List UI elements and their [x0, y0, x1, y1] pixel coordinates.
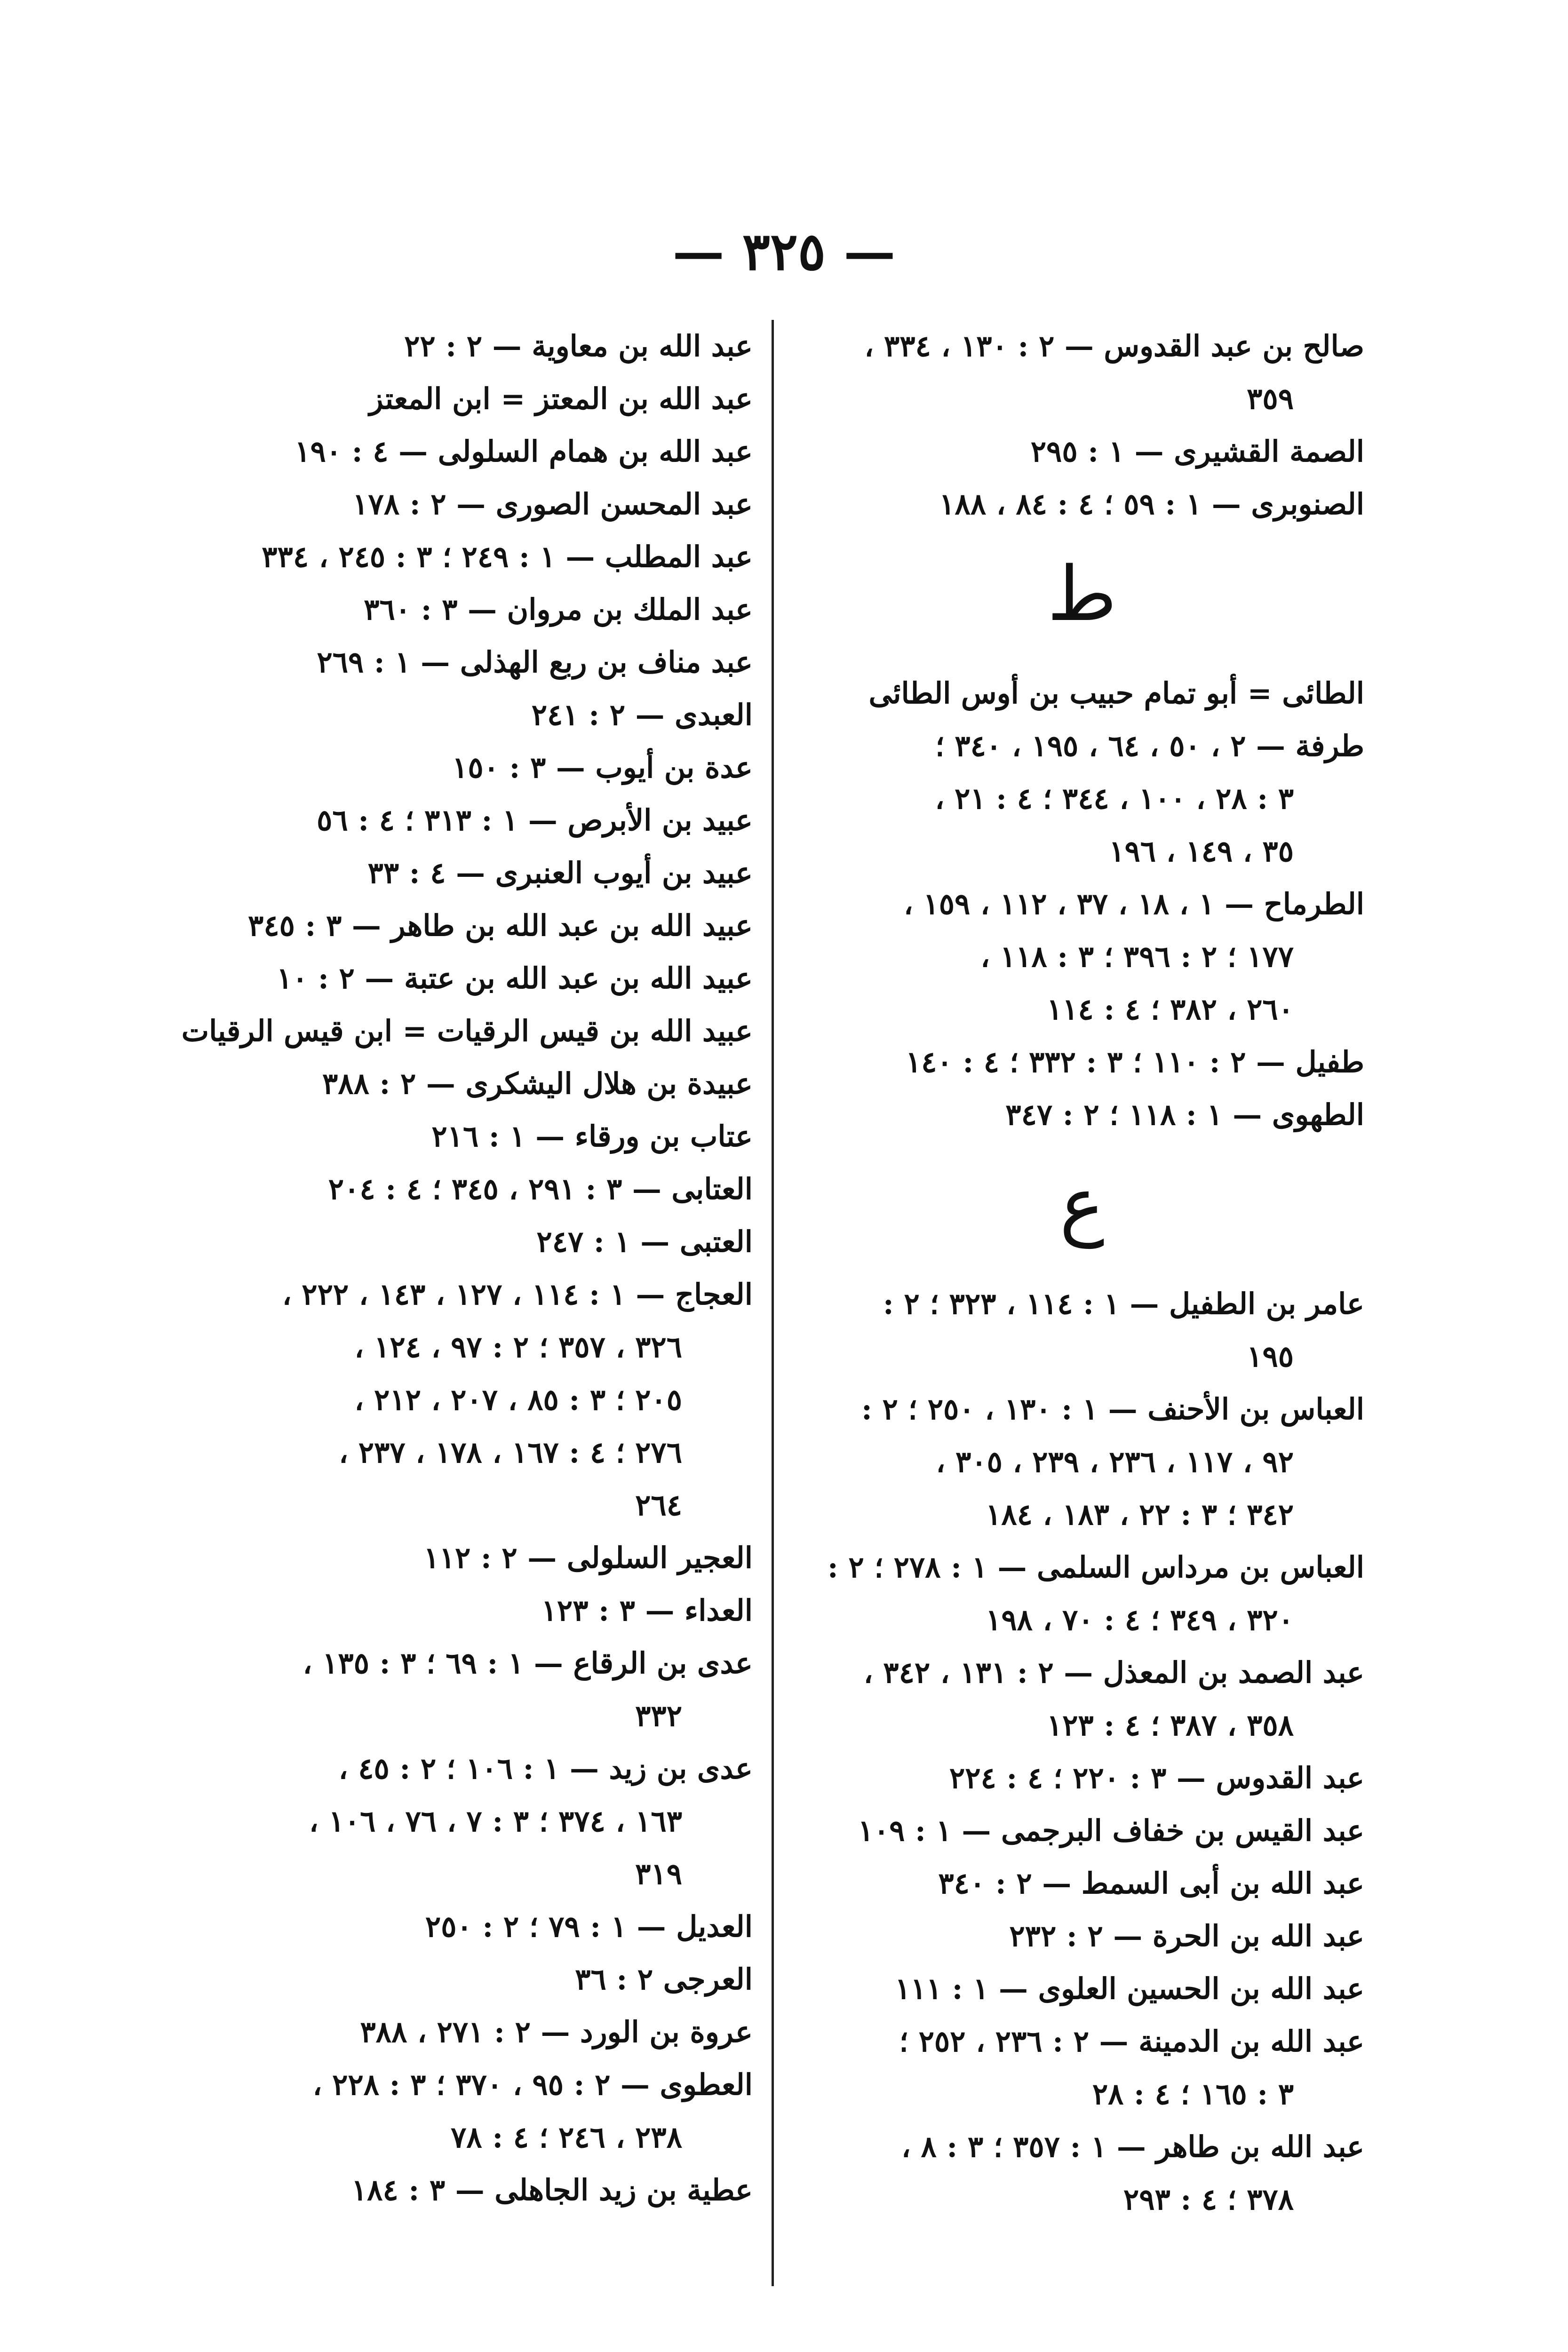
index-entry: عبد الله بن المعتز = ابن المعتز: [369, 381, 753, 416]
index-entry-continuation: ٢٣٨ ، ٢٤٦ ؛ ٤ : ٧٨: [451, 2120, 682, 2154]
index-entry-continuation: ٣٥ ، ١٤٩ ، ١٩٦: [1109, 834, 1294, 868]
index-entry-continuation: ٩٢ ، ١١٧ ، ٢٣٦ ، ٢٣٩ ، ٣٠٥ ،: [936, 1445, 1294, 1479]
index-entry: الصمة القشيرى — ١ : ٢٩٥: [1030, 434, 1364, 469]
index-entry-continuation: ٣ : ١٦٥ ؛ ٤ : ٢٨: [1092, 2077, 1294, 2111]
index-entry: عطية بن زيد الجاهلى — ٣ : ١٨٤: [351, 2173, 753, 2207]
index-entry: عبد الملك بن مروان — ٣ : ٣٦٠: [364, 592, 753, 627]
index-entry: طفيل — ٢ : ١١٠ ؛ ٣ : ٣٣٢ ؛ ٤ : ١٤٠: [905, 1045, 1364, 1079]
index-entry: عروة بن الورد — ٢ : ٢٧١ ، ٣٨٨: [360, 2015, 753, 2049]
index-entry-continuation: ٣١٩: [635, 1857, 682, 1891]
index-entry: عبد الله بن همام السلولى — ٤ : ١٩٠: [294, 434, 753, 469]
index-entry-continuation: ١٩٥: [1247, 1339, 1294, 1374]
index-entry: العداء — ٣ : ١٢٣: [541, 1593, 753, 1628]
index-entry-continuation: ٣٧٨ ؛ ٤ : ٢٩٣: [1123, 2182, 1294, 2217]
index-entry: الطهوى — ١ : ١١٨ ؛ ٢ : ٣٤٧: [1005, 1097, 1364, 1132]
index-entry: العتبى — ١ : ٢٤٧: [536, 1224, 753, 1259]
index-entry: عبد الله بن أبى السمط — ٢ : ٣٤٠: [938, 1866, 1364, 1900]
page-number: — ٣٢٥ —: [672, 221, 896, 282]
index-entry-continuation: ٣٤٢ ؛ ٣ : ٢٢ ، ١٨٣ ، ١٨٤: [986, 1497, 1294, 1532]
section-letter-ta: ط: [1047, 550, 1117, 638]
index-entry: عبد الصمد بن المعذل — ٢ : ١٣١ ، ٣٤٢ ،: [863, 1655, 1364, 1690]
index-entry: الصنوبرى — ١ : ٥٩ ؛ ٤ : ٨٤ ، ١٨٨: [939, 487, 1364, 521]
index-entry: عامر بن الطفيل — ١ : ١١٤ ، ٣٢٣ ؛ ٢ :: [883, 1287, 1364, 1321]
index-entry: عبيد الله بن عبد الله بن طاهر — ٣ : ٣٤٥: [248, 908, 753, 943]
index-entry-continuation: ٣٣٢: [635, 1699, 682, 1733]
index-entry-continuation: ٢٦٠ ، ٣٨٢ ؛ ٤ : ١١٤: [1046, 992, 1294, 1026]
index-entry: عبد مناف بن ربع الهذلى — ١ : ٢٦٩: [317, 645, 753, 679]
index-entry: عدة بن أيوب — ٣ : ١٥٠: [452, 750, 753, 785]
index-entry: العجير السلولى — ٢ : ١١٢: [423, 1541, 753, 1575]
index-entry: عبيدة بن هلال اليشكرى — ٢ : ٣٨٨: [322, 1066, 753, 1101]
column-divider: [772, 320, 774, 2286]
index-entry: طرفة — ٢ ، ٥٠ ، ٦٤ ، ١٩٥ ، ٣٤٠ ؛: [935, 729, 1364, 763]
index-entry: العديل — ١ : ٧٩ ؛ ٢ : ٢٥٠: [425, 1909, 753, 1944]
index-entry: العباس بن مرداس السلمى — ١ : ٢٧٨ ؛ ٢ :: [827, 1550, 1364, 1584]
index-entry: عدى بن الرقاع — ١ : ٦٩ ؛ ٣ : ١٣٥ ،: [302, 1646, 753, 1680]
index-entry-continuation: ٢٠٥ ؛ ٣ : ٨٥ ، ٢٠٧ ، ٢١٢ ،: [354, 1383, 682, 1417]
index-entry: عبد الله بن الحرة — ٢ : ٢٣٢: [1009, 1919, 1364, 1953]
index-entry: الطائى = أبو تمام حبيب بن أوس الطائى: [868, 676, 1364, 710]
index-entry: عدى بن زيد — ١ : ١٠٦ ؛ ٢ : ٤٥ ،: [338, 1751, 753, 1786]
index-entry: العبدى — ٢ : ٢٤١: [531, 698, 753, 732]
index-entry: عبد الله بن طاهر — ١ : ٣٥٧ ؛ ٣ : ٨ ،: [901, 2130, 1364, 2164]
index-entry: عبيد بن الأبرص — ١ : ٣١٣ ؛ ٤ : ٥٦: [317, 803, 753, 837]
index-entry: العطوى — ٢ : ٩٥ ، ٣٧٠ ؛ ٣ : ٢٢٨ ،: [312, 2067, 753, 2102]
section-letter-ain: ع: [1059, 1160, 1105, 1248]
index-entry: عبد الله بن معاوية — ٢ : ٢٢: [404, 329, 753, 363]
index-entry: العباس بن الأحنف — ١ : ١٣٠ ، ٢٥٠ ؛ ٢ :: [861, 1392, 1364, 1426]
index-entry: عبد المطلب — ١ : ٢٤٩ ؛ ٣ : ٢٤٥ ، ٣٣٤: [262, 540, 753, 574]
index-entry: صالح بن عبد القدوس — ٢ : ١٣٠ ، ٣٣٤ ،: [864, 329, 1364, 363]
index-entry-continuation: ٢٦٤: [635, 1488, 682, 1522]
right-column: [800, 320, 1364, 2226]
index-entry: عبد القدوس — ٣ : ٢٢٠ ؛ ٤ : ٢٢٤: [949, 1761, 1364, 1795]
index-entry: العجاج — ١ : ١١٤ ، ١٢٧ ، ١٤٣ ، ٢٢٢ ،: [282, 1277, 753, 1311]
index-entry: العتابى — ٣ : ٢٩١ ، ٣٤٥ ؛ ٤ : ٢٠٤: [328, 1172, 753, 1206]
index-entry: عبيد الله بن عبد الله بن عتبة — ٢ : ١٠: [276, 961, 753, 995]
index-entry: عبيد بن أيوب العنبرى — ٤ : ٣٣: [367, 856, 753, 890]
index-entry-continuation: ٣٢٦ ، ٣٥٧ ؛ ٢ : ٩٧ ، ١٢٤ ،: [354, 1330, 682, 1364]
index-entry: الطرماح — ١ ، ١٨ ، ٣٧ ، ١١٢ ، ١٥٩ ،: [903, 887, 1364, 921]
index-entry: عبد الله بن الدمينة — ٢ : ٢٣٦ ، ٢٥٢ ؛: [899, 2024, 1364, 2058]
index-entry-continuation: ١٧٧ ؛ ٢ : ٣٩٦ ؛ ٣ : ١١٨ ،: [980, 939, 1294, 974]
index-entry-continuation: ١٦٣ ، ٣٧٤ ؛ ٣ : ٧ ، ٧٦ ، ١٠٦ ،: [309, 1804, 682, 1838]
index-entry: عتاب بن ورقاء — ١ : ٢١٦: [431, 1119, 753, 1153]
index-entry-continuation: ٢٧٦ ؛ ٤ : ١٦٧ ، ١٧٨ ، ٢٣٧ ،: [339, 1435, 682, 1470]
index-entry-continuation: ٣ : ٢٨ ، ١٠٠ ، ٣٤٤ ؛ ٤ : ٢١ ،: [935, 781, 1294, 816]
index-entry: العرجى ٢ : ٣٦: [575, 1962, 753, 1996]
index-entry: عبد المحسن الصورى — ٢ : ١٧٨: [352, 487, 753, 521]
index-entry: عبد الله بن الحسين العلوى — ١ : ١١١: [895, 1971, 1364, 2006]
index-entry-continuation: ٣٥٩: [1247, 381, 1294, 416]
index-entry: عبد القيس بن خفاف البرجمى — ١ : ١٠٩: [858, 1813, 1364, 1848]
index-entry-continuation: ٣٥٨ ، ٣٨٧ ؛ ٤ : ١٢٣: [1046, 1708, 1294, 1742]
index-entry-continuation: ٣٢٠ ، ٣٤٩ ؛ ٤ : ٧٠ ، ١٩٨: [986, 1603, 1294, 1637]
index-entry: عبيد الله بن قيس الرقيات = ابن قيس الرقيات: [181, 1014, 753, 1048]
left-column: [169, 320, 753, 2217]
